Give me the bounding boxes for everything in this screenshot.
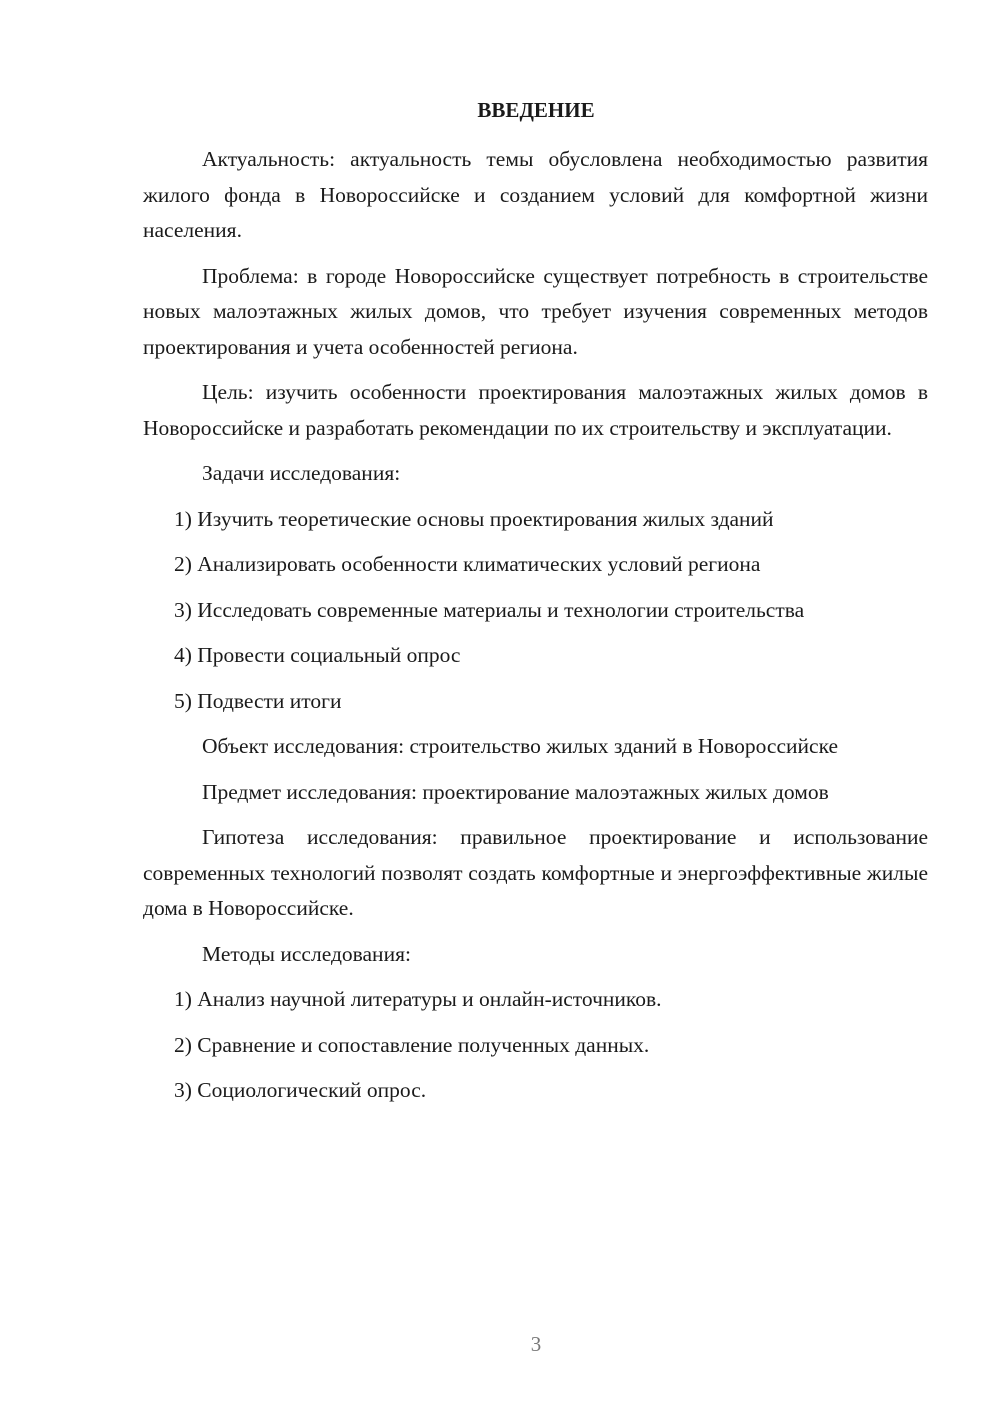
- task-item: 5) Подвести итоги: [174, 688, 342, 713]
- object-paragraph: Объект исследования: строительство жилых зданий в Новороссийске: [202, 734, 839, 758]
- methods-heading: Методы исследования:: [202, 941, 411, 966]
- method-item: 2) Сравнение и сопоставление полученных данных.: [174, 1032, 650, 1057]
- task-item: 3) Исследовать современные материалы и технологии строительства: [174, 597, 805, 622]
- task-item: 4) Провести социальный опрос: [174, 643, 461, 667]
- method-item: 1) Анализ научной литературы и онлайн-источников.: [174, 987, 662, 1011]
- tasks-heading: Задачи исследования:: [202, 461, 401, 485]
- relevance-paragraph: Актуальность: актуальность темы обусловлена необходимостью развития жилого фонда в Новороссийске и созданием условий для комфортной жизни населения.: [143, 147, 928, 242]
- method-item: 3) Социологический опрос.: [174, 1078, 427, 1102]
- page-number: 3: [530, 1332, 542, 1356]
- task-item: 1) Изучить теоретические основы проектирования жилых зданий: [174, 506, 774, 531]
- hypothesis-paragraph: Гипотеза исследования: правильное проектирование и использование современных технологий позволят создать комфортные и энергоэффективные жилые дома в Новороссийске.: [143, 825, 928, 920]
- subject-paragraph: Предмет исследования: проектирование малоэтажных жилых домов: [202, 779, 829, 804]
- problem-paragraph: Проблема: в городе Новороссийске существует потребность в строительстве новых малоэтажных жилых домов, что требует изучения современных методов проектирования и учета особенностей региона.: [143, 263, 928, 359]
- document-body: [143, 142, 928, 1119]
- page-title: ВВЕДЕНИЕ: [477, 98, 595, 122]
- task-item: 2) Анализировать особенности климатических условий региона: [174, 552, 761, 576]
- title-wrapper: [0, 92, 1000, 132]
- goal-paragraph: Цель: изучить особенности проектирования малоэтажных жилых домов в Новороссийске и разработать рекомендации по их строительству и эксплуатации.: [143, 380, 928, 440]
